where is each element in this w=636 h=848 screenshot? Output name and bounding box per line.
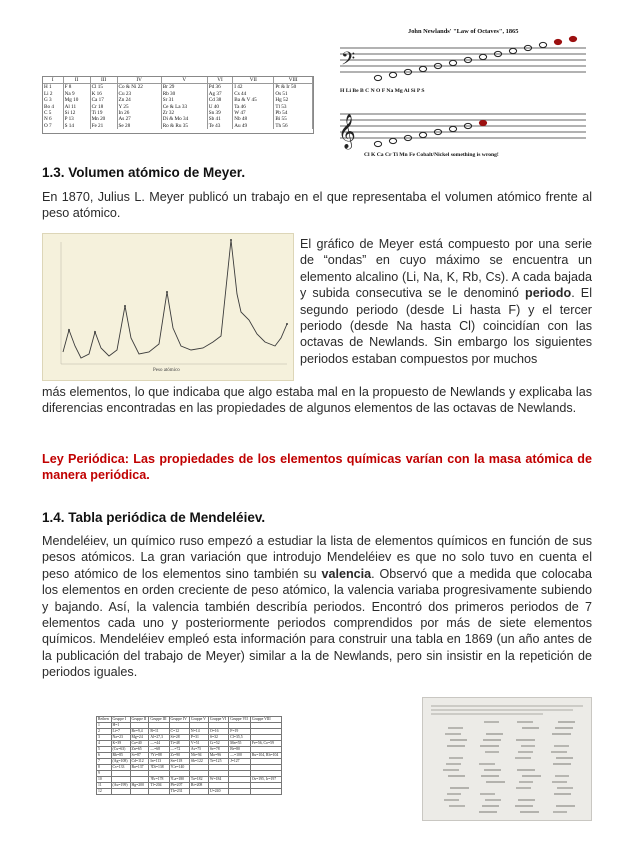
mt-table-cell [149, 789, 169, 795]
mt-table-cell: ?La=180 [169, 777, 189, 783]
section-1-4-heading: 1.4. Tabla periódica de Mendeléiev. [42, 510, 266, 525]
mt-table-cell: Ba=137 [130, 765, 149, 771]
p1-text-b: . El segundo periodo (desde Li hasta F) y el tercer periodo (desde Na hasta Cl) coincidían con las octavas de Newlands. Sin embargo los siguientes periodos estaban compuestos por muchos [300, 286, 592, 366]
musical-staff-illustration [334, 24, 590, 164]
nl-table-cell: Tl 53 [274, 104, 313, 110]
nl-table-cell: Ce & La 33 [161, 104, 207, 110]
note-mark [374, 75, 381, 80]
mt-header-cell: Reihen [97, 717, 112, 723]
mt-table-cell: —=100 [229, 753, 251, 759]
mt-table-cell: O=16 [208, 729, 228, 735]
nl-table-cell: Fe 21 [90, 123, 117, 129]
nl-table-cell: Si 12 [63, 110, 90, 116]
nl-table-cell: Li 2 [43, 91, 63, 97]
mt-table-cell: Th=231 [169, 789, 189, 795]
nl-header-cell: VII [233, 77, 274, 84]
mt-table-cell: Cs=133 [111, 765, 130, 771]
nl-table-cell: Br 29 [161, 84, 207, 91]
meyer-graph-xlabel: Peso atómico [153, 368, 180, 373]
mt-header-cell: Gruppe V [189, 717, 208, 723]
octaves-figure-title: John Newlands' "Law of Octaves", 1865 [408, 28, 519, 35]
mt-table-cell: 9 [97, 771, 112, 777]
nl-header-cell: V [161, 77, 207, 84]
mt-table-cell: ?Ce=140 [169, 765, 189, 771]
nl-table-cell: Ag 37 [207, 91, 233, 97]
note-mark [449, 60, 456, 65]
nl-table-cell: S 14 [63, 123, 90, 129]
newlands-octaves-table-image [42, 76, 314, 134]
nl-table-cell: Pb 54 [274, 110, 313, 116]
mt-table-cell: Mg=24 [130, 735, 149, 741]
section-1-4-paragraph [42, 533, 592, 681]
mt-table-cell: Si=28 [169, 735, 189, 741]
mt-table-cell: (Ag=108) [111, 759, 130, 765]
mt-table-cell: W=184 [208, 777, 228, 783]
note-mark [554, 39, 561, 44]
mt-table-cell: Mn=55 [229, 741, 251, 747]
nl-table-cell: P 13 [63, 116, 90, 122]
mt-header-cell: Gruppe IV [169, 717, 189, 723]
mt-table-cell: 4 [97, 741, 112, 747]
section-1-3-heading: 1.3. Volumen atómico de Meyer. [42, 165, 246, 180]
section-1-3-paragraph-2: más elementos, lo que indicaba que algo estaba mal en la propuesto de Newlands y explicaba las diferencias encontradas en las propiedades de algunos elementos de las octavas de Newlands. [42, 385, 592, 416]
mendeleev-table-image [96, 716, 282, 816]
mt-table-cell: 11 [97, 783, 112, 789]
meyer-atomic-volume-graph [42, 233, 294, 381]
mt-table-cell: H=1 [111, 723, 130, 729]
note-mark [419, 66, 426, 71]
mt-table-cell: Mo=96 [208, 753, 228, 759]
mt-header-cell: Gruppe VII [229, 717, 251, 723]
nl-table-cell: Cs 44 [233, 91, 274, 97]
mt-table-cell: 2 [97, 729, 112, 735]
mt-table-cell: ?Di=138 [149, 765, 169, 771]
mt-table-cell: 1 [97, 723, 112, 729]
p1-text-a: El gráfico de Meyer está compuesto por una serie de “ondas” en cuyo máximo se encuentra un elemento alcalino (Li, Na, K, Rb, Cs). A cada bajada y subida consecutiva se le denominó [300, 237, 592, 301]
mt-table-row [97, 789, 282, 795]
nl-table-cell: Bi 55 [274, 116, 313, 122]
nl-table-cell: Rb 30 [161, 91, 207, 97]
nl-table-cell: Ca 17 [90, 97, 117, 103]
nl-header-cell: VI [207, 77, 233, 84]
nl-table-cell: U 40 [207, 104, 233, 110]
note-mark [479, 120, 486, 125]
nl-table-cell: Ro & Ru 35 [161, 123, 207, 129]
mt-table-cell: —=44 [149, 741, 169, 747]
nl-table-cell: C 5 [43, 110, 63, 116]
mt-table-cell [130, 789, 149, 795]
mt-table-cell: 12 [97, 789, 112, 795]
nl-table-cell: Al 11 [63, 104, 90, 110]
mt-header-cell: Gruppe VIII [250, 717, 281, 723]
mt-table-cell: J=127 [229, 759, 251, 765]
nl-table-cell: Bo 4 [43, 104, 63, 110]
octaves-row-2-labels: Cl K Ca Cr Ti Mn Fe Cobalt/Nickel something is wrong! [364, 152, 499, 158]
mt-table-cell: B=11 [149, 729, 169, 735]
meyer-curve [43, 234, 295, 382]
s14-bold-valencia: valencia [321, 566, 372, 581]
mt-table-cell: Na=23 [111, 735, 130, 741]
mt-table-cell: —=68 [149, 747, 169, 753]
manuscript-scribbles [423, 698, 593, 822]
nl-table-cell: Cl 15 [90, 84, 117, 91]
mt-table-cell: Hg=200 [130, 783, 149, 789]
svg-text:𝄞: 𝄞 [338, 114, 356, 149]
mt-table-cell: U=240 [208, 789, 228, 795]
notes-row-2 [374, 120, 486, 146]
nl-table-row [43, 123, 313, 129]
mt-header-cell: Gruppe I [111, 717, 130, 723]
note-mark [449, 126, 456, 131]
mt-table-cell: Os=195, Ir=197 [250, 777, 281, 783]
note-mark [374, 141, 381, 146]
mt-table-cell: Cl=35,5 [229, 735, 251, 741]
mt-table-cell: Zr=90 [169, 753, 189, 759]
nl-table-cell: Co & Ni 22 [117, 84, 161, 91]
nl-header-cell: II [63, 77, 90, 84]
nl-table-cell: K 16 [90, 91, 117, 97]
nl-table-cell: H 1 [43, 84, 63, 91]
periodic-law-statement: Ley Periódica: Las propiedades de los elementos químicas varían con la masa atómica de manera periódica. [42, 452, 592, 483]
mt-table-cell: Tl=204 [149, 783, 169, 789]
mt-table-cell: Pb=207 [169, 783, 189, 789]
nl-table-cell: I 42 [233, 84, 274, 91]
nl-header-cell: VIII [274, 77, 313, 84]
note-mark [569, 36, 576, 41]
mt-table-cell: —=72 [169, 747, 189, 753]
mt-table-cell: Nb=94 [189, 753, 208, 759]
mt-table-cell [111, 789, 130, 795]
note-mark [419, 132, 426, 137]
nl-table-cell: Zn 24 [117, 97, 161, 103]
nl-table-cell: Ta 46 [233, 104, 274, 110]
law-of-octaves-figure [334, 24, 590, 164]
nl-table-cell: N 6 [43, 116, 63, 122]
nl-table-cell: W 47 [233, 110, 274, 116]
nl-table-cell: Os 51 [274, 91, 313, 97]
nl-header-cell: IV [117, 77, 161, 84]
mt-table-cell [229, 789, 251, 795]
mt-table-cell [250, 789, 281, 795]
mt-table-cell: Sr=87 [130, 753, 149, 759]
mt-table-cell: 10 [97, 777, 112, 783]
section-1-3-paragraph-1 [300, 236, 592, 367]
nl-table-cell: In 26 [117, 110, 161, 116]
s14-text-a: Mendeléiev, un químico ruso empezó a estudiar la lista de elementos químicos en función de sus pesos atómicos. La gran variación que introdujo Mendeléiev es que no solo tuvo en cuenta el peso atómico de los elementos sino también su [42, 534, 592, 581]
section-1-3-intro: En 1870, Julius L. Meyer publicó un trabajo en el que representaba el volumen atómico frente al peso atómico. [42, 190, 592, 221]
mt-table-cell: C=12 [169, 729, 189, 735]
nl-table-cell: Cu 23 [117, 91, 161, 97]
nl-table-cell: Th 56 [274, 123, 313, 129]
mt-table-cell: Te=125 [208, 759, 228, 765]
mt-table-cell: 6 [97, 753, 112, 759]
mt-header-cell: Gruppe II [130, 717, 149, 723]
nl-table-cell: Mg 10 [63, 97, 90, 103]
nl-table-cell: G 3 [43, 97, 63, 103]
mt-table-cell: In=113 [149, 759, 169, 765]
nl-table-cell: Hg 52 [274, 97, 313, 103]
mt-table-cell: Li=7 [111, 729, 130, 735]
mt-table-cell: Sb=122 [189, 759, 208, 765]
mt-table-cell: P=31 [189, 735, 208, 741]
nl-table-cell: Zr 32 [161, 110, 207, 116]
nl-table-cell: O 7 [43, 123, 63, 129]
nl-table-cell: Se 28 [117, 123, 161, 129]
nl-table-cell: Sb 41 [207, 116, 233, 122]
mt-table-cell: Ca=40 [130, 741, 149, 747]
mt-table-cell: Fe=56, Co=59 [250, 741, 281, 747]
mt-table-cell: Rb=85 [111, 753, 130, 759]
nl-table-cell: Sr 31 [161, 97, 207, 103]
mt-table-cell: Br=80 [229, 747, 251, 753]
mt-table-cell: K=39 [111, 741, 130, 747]
nl-header-cell: III [90, 77, 117, 84]
mt-table-cell: 5 [97, 747, 112, 753]
note-mark [389, 72, 396, 77]
nl-table-row [43, 84, 313, 91]
mt-table-cell: (Au=199) [111, 783, 130, 789]
nl-table-cell: Di & Mo 34 [161, 116, 207, 122]
mt-table-cell: S=32 [208, 735, 228, 741]
s14-text-b: . Observó que a medida que colocaba los elementos en orden creciente de peso atómico, la valencia variaba progresivamente subiendo y bajando. Así, la valencia también describía periodos. Encontró dos primeros periodos de 7 elementos cada uno y posteriormente periodos comprendidos por más de siete elementos químicos. Mendeléiev empleó esta información para construir una tabla en 1869 (un año antes de la publicación del trabajo de Meyer) similar a la de Newlands, pero sin insistir en la repetición de periodos iguales. [42, 566, 592, 680]
svg-text:𝄢: 𝄢 [341, 49, 356, 74]
nl-table-cell: Na 9 [63, 91, 90, 97]
mt-table-cell: Al=27,3 [149, 735, 169, 741]
p1-bold-periodo: periodo [525, 286, 572, 301]
mendeleev-table [96, 716, 282, 795]
mt-table-cell: Sn=118 [169, 759, 189, 765]
nl-table-cell: Ti 19 [90, 110, 117, 116]
nl-header-cell: I [43, 77, 63, 84]
nl-table-cell: Pd 36 [207, 84, 233, 91]
mt-table-cell: 3 [97, 735, 112, 741]
mt-table-cell: ?Er=178 [149, 777, 169, 783]
nl-table-cell: Pt & Ir 50 [274, 84, 313, 91]
mt-table-cell: Cd=112 [130, 759, 149, 765]
nl-table-cell: Mn 20 [90, 116, 117, 122]
mt-table-cell: Se=78 [208, 747, 228, 753]
note-mark [389, 138, 396, 143]
mt-table-cell: Ta=182 [189, 777, 208, 783]
mt-table-cell: Ti=48 [169, 741, 189, 747]
mt-table-cell: N=14 [189, 729, 208, 735]
mt-table-cell: Zn=65 [130, 747, 149, 753]
mendeleev-manuscript-image [422, 697, 592, 821]
mt-table-cell: As=75 [189, 747, 208, 753]
octaves-row-1-labels: H Li Be B C N O F Na Mg Al Si P S [340, 88, 425, 94]
mt-table-cell [189, 789, 208, 795]
mt-header-cell: Gruppe III [149, 717, 169, 723]
mt-table-cell: Be=9,4 [130, 729, 149, 735]
nl-table-cell: As 27 [117, 116, 161, 122]
note-mark [509, 48, 516, 53]
nl-table-cell: Cd 38 [207, 97, 233, 103]
newlands-table [43, 77, 313, 129]
mt-table-cell: (Cu=63) [111, 747, 130, 753]
nl-table-cell: Nb 48 [233, 116, 274, 122]
nl-table-cell: Cr 18 [90, 104, 117, 110]
mt-header-cell: Gruppe VI [208, 717, 228, 723]
nl-table-cell: Te 43 [207, 123, 233, 129]
note-mark [479, 54, 486, 59]
nl-table-cell: Ba & V 45 [233, 97, 274, 103]
mt-table-cell: Bi=208 [189, 783, 208, 789]
notes-row-1 [374, 36, 576, 80]
mt-table-cell: 8 [97, 765, 112, 771]
mt-table-cell: Ru=104, Rh=104 [250, 753, 281, 759]
note-mark [539, 42, 546, 47]
mt-table-cell: Cr=52 [208, 741, 228, 747]
mt-table-cell: 7 [97, 759, 112, 765]
mt-table-cell: F=19 [229, 729, 251, 735]
mt-table-cell: ?Yt=88 [149, 753, 169, 759]
nl-table-cell: Au 49 [233, 123, 274, 129]
nl-table-cell: F 8 [63, 84, 90, 91]
mt-table-cell: V=51 [189, 741, 208, 747]
nl-table-cell: Y 25 [117, 104, 161, 110]
nl-table-cell: Sn 39 [207, 110, 233, 116]
